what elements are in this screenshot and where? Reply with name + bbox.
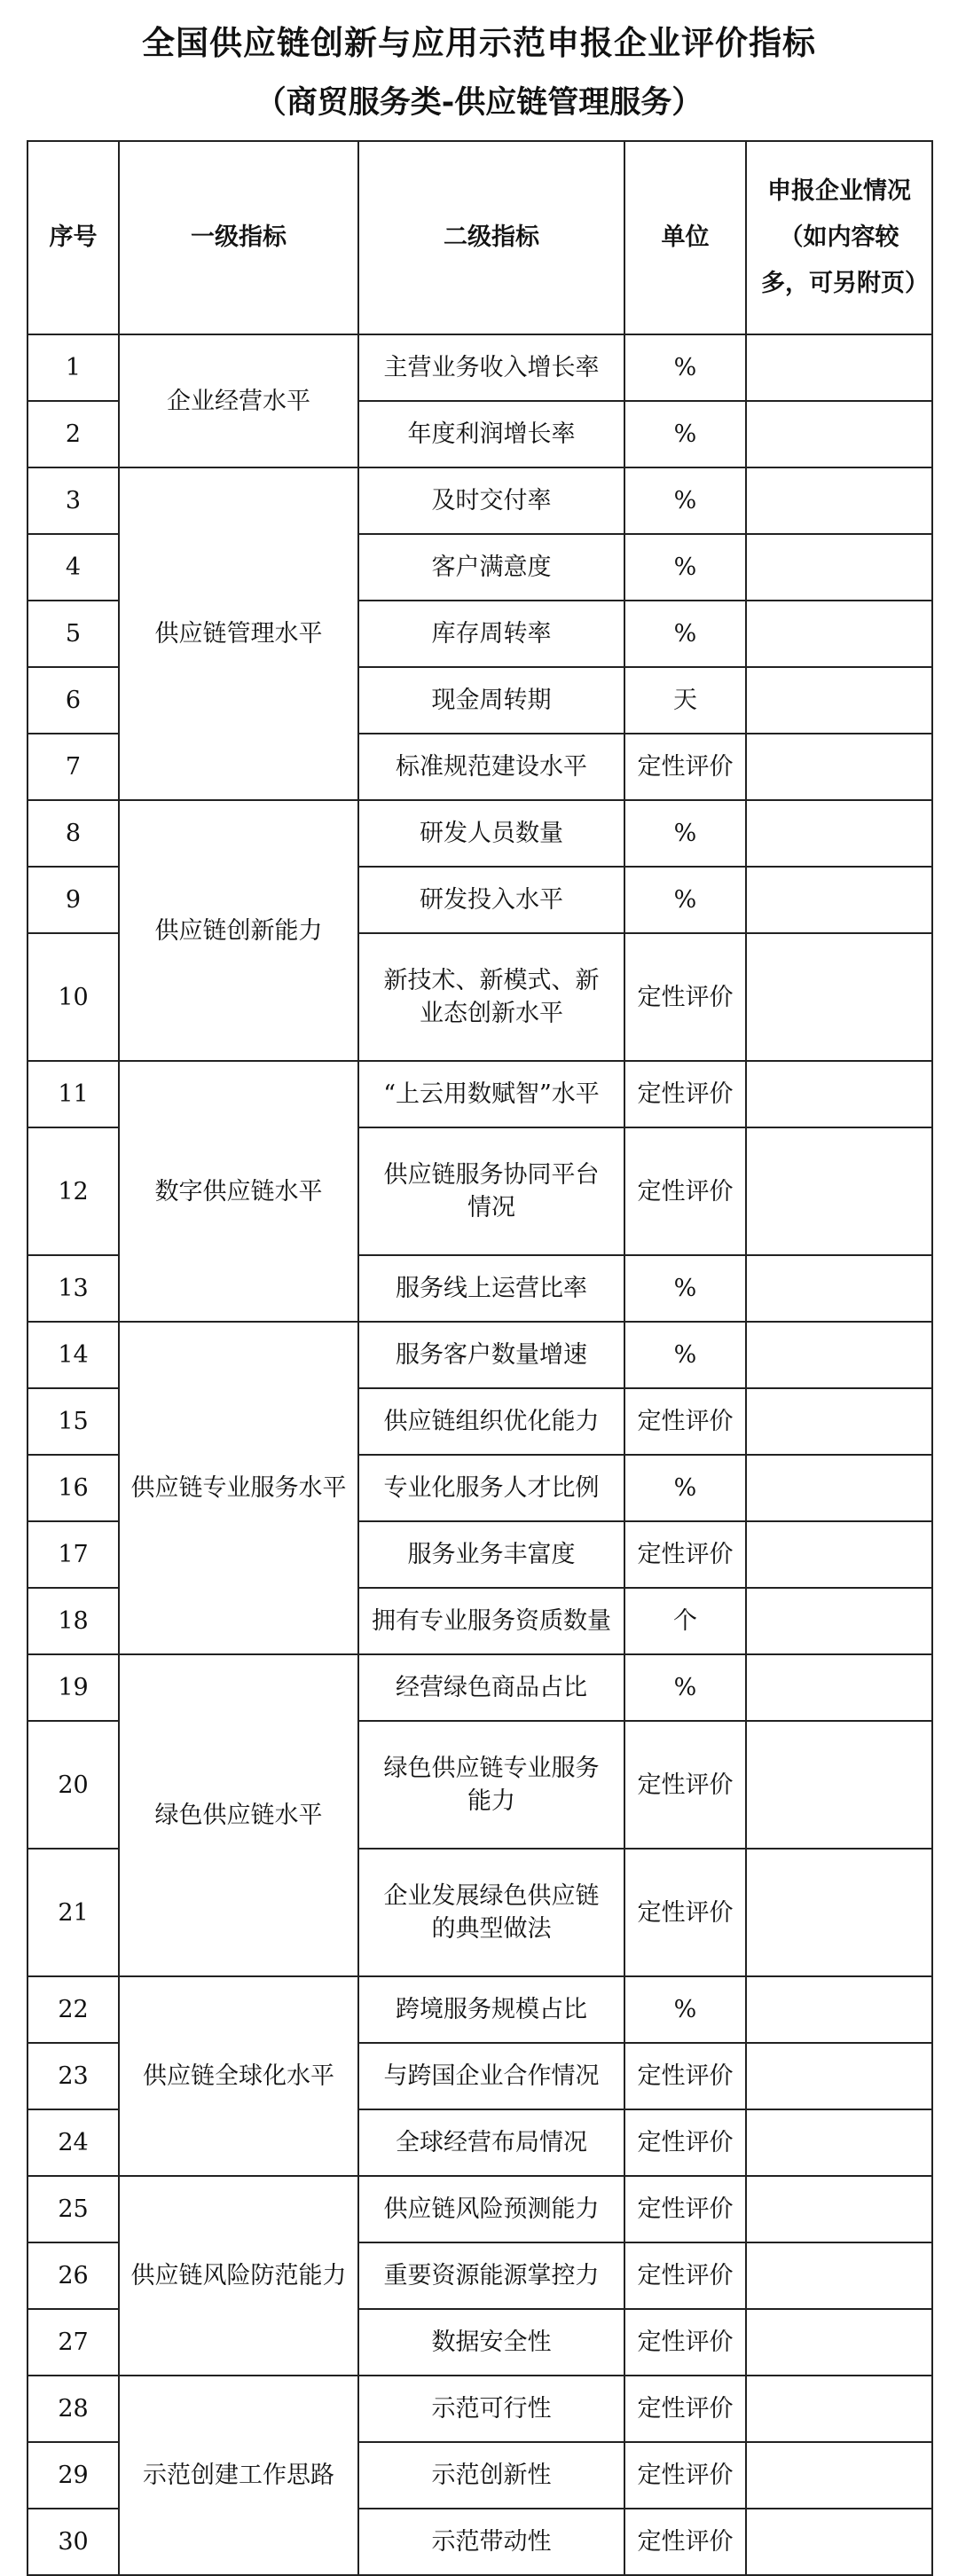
header-level2: 二级指标 xyxy=(358,141,624,334)
row-unit: 定性评价 xyxy=(624,2043,746,2109)
level2-indicator: 全球经营布局情况 xyxy=(358,2109,624,2176)
row-seq: 11 xyxy=(27,1061,119,1127)
row-seq: 30 xyxy=(27,2509,119,2575)
report-cell[interactable] xyxy=(746,1721,932,1849)
row-unit: 定性评价 xyxy=(624,1849,746,1976)
level2-indicator: 现金周转期 xyxy=(358,667,624,734)
level2-indicator: 研发人员数量 xyxy=(358,800,624,867)
report-cell[interactable] xyxy=(746,2376,932,2442)
report-cell[interactable] xyxy=(746,534,932,601)
level1-indicator: 供应链全球化水平 xyxy=(119,1976,358,2176)
row-unit: 定性评价 xyxy=(624,2509,746,2575)
row-unit: 定性评价 xyxy=(624,1127,746,1255)
row-unit: 定性评价 xyxy=(624,2309,746,2376)
level2-indicator: 数据安全性 xyxy=(358,2309,624,2376)
report-cell[interactable] xyxy=(746,1976,932,2043)
row-unit: 定性评价 xyxy=(624,1061,746,1127)
level1-indicator: 绿色供应链水平 xyxy=(119,1654,358,1976)
row-seq: 13 xyxy=(27,1255,119,1322)
level2-indicator: 拥有专业服务资质数量 xyxy=(358,1588,624,1654)
level2-indicator: 研发投入水平 xyxy=(358,867,624,933)
level2-indicator: 服务业务丰富度 xyxy=(358,1521,624,1588)
report-cell[interactable] xyxy=(746,1849,932,1976)
row-unit: 定性评价 xyxy=(624,2242,746,2309)
row-seq: 24 xyxy=(27,2109,119,2176)
report-cell[interactable] xyxy=(746,1255,932,1322)
row-seq: 22 xyxy=(27,1976,119,2043)
table-row xyxy=(27,1976,932,2043)
row-seq: 6 xyxy=(27,667,119,734)
row-unit: 定性评价 xyxy=(624,933,746,1061)
table-row xyxy=(27,1654,932,1721)
table-row xyxy=(27,467,932,534)
row-seq: 18 xyxy=(27,1588,119,1654)
level2-indicator: 年度利润增长率 xyxy=(358,401,624,467)
row-unit: 定性评价 xyxy=(624,2442,746,2509)
level2-indicator: 及时交付率 xyxy=(358,467,624,534)
level2-indicator: 示范创新性 xyxy=(358,2442,624,2509)
row-unit: % xyxy=(624,601,746,667)
report-cell[interactable] xyxy=(746,1654,932,1721)
row-unit: 定性评价 xyxy=(624,734,746,800)
level2-indicator: 服务线上运营比率 xyxy=(358,1255,624,1322)
report-cell[interactable] xyxy=(746,467,932,534)
row-unit: 个 xyxy=(624,1588,746,1654)
row-seq: 29 xyxy=(27,2442,119,2509)
row-unit: 定性评价 xyxy=(624,1388,746,1455)
level1-indicator: 供应链管理水平 xyxy=(119,467,358,800)
report-cell[interactable] xyxy=(746,2043,932,2109)
row-seq: 28 xyxy=(27,2376,119,2442)
report-cell[interactable] xyxy=(746,2309,932,2376)
level2-indicator: 供应链组织优化能力 xyxy=(358,1388,624,1455)
report-cell[interactable] xyxy=(746,933,932,1061)
table-row xyxy=(27,2176,932,2242)
row-unit: 定性评价 xyxy=(624,2176,746,2242)
level2-indicator: 绿色供应链专业服务能力 xyxy=(358,1721,624,1849)
row-seq: 27 xyxy=(27,2309,119,2376)
row-unit: % xyxy=(624,1654,746,1721)
level2-indicator: 示范可行性 xyxy=(358,2376,624,2442)
row-seq: 19 xyxy=(27,1654,119,1721)
level1-indicator: 数字供应链水平 xyxy=(119,1061,358,1322)
row-unit: 天 xyxy=(624,667,746,734)
report-cell[interactable] xyxy=(746,2242,932,2309)
level2-indicator: “上云用数赋智”水平 xyxy=(358,1061,624,1127)
level2-indicator: 主营业务收入增长率 xyxy=(358,334,624,401)
row-seq: 12 xyxy=(27,1127,119,1255)
header-unit: 单位 xyxy=(624,141,746,334)
level2-indicator: 专业化服务人才比例 xyxy=(358,1455,624,1521)
row-seq: 7 xyxy=(27,734,119,800)
level2-indicator: 供应链服务协同平台情况 xyxy=(358,1127,624,1255)
report-cell[interactable] xyxy=(746,601,932,667)
row-seq: 3 xyxy=(27,467,119,534)
row-seq: 10 xyxy=(27,933,119,1061)
row-unit: 定性评价 xyxy=(624,2376,746,2442)
row-unit: % xyxy=(624,401,746,467)
report-cell[interactable] xyxy=(746,2176,932,2242)
row-unit: % xyxy=(624,467,746,534)
row-seq: 16 xyxy=(27,1455,119,1521)
row-seq: 25 xyxy=(27,2176,119,2242)
level1-indicator: 供应链创新能力 xyxy=(119,800,358,1061)
row-unit: 定性评价 xyxy=(624,1721,746,1849)
report-cell[interactable] xyxy=(746,401,932,467)
report-cell[interactable] xyxy=(746,800,932,867)
report-cell[interactable] xyxy=(746,2509,932,2575)
row-unit: % xyxy=(624,1322,746,1388)
level2-indicator: 经营绿色商品占比 xyxy=(358,1654,624,1721)
report-cell[interactable] xyxy=(746,334,932,401)
level2-indicator: 跨境服务规模占比 xyxy=(358,1976,624,2043)
page-subtitle: （商贸服务类-供应链管理服务） xyxy=(255,85,703,121)
row-unit: % xyxy=(624,1255,746,1322)
report-cell[interactable] xyxy=(746,1127,932,1255)
header-report: 申报企业情况（如内容较多，可另附页） xyxy=(746,141,932,334)
table-row xyxy=(27,1322,932,1388)
row-unit: % xyxy=(624,867,746,933)
row-seq: 14 xyxy=(27,1322,119,1388)
table-row xyxy=(27,1061,932,1127)
row-seq: 15 xyxy=(27,1388,119,1455)
report-cell[interactable] xyxy=(746,1588,932,1654)
level2-indicator: 服务客户数量增速 xyxy=(358,1322,624,1388)
level2-indicator: 新技术、新模式、新业态创新水平 xyxy=(358,933,624,1061)
report-cell[interactable] xyxy=(746,2442,932,2509)
header-seq: 序号 xyxy=(27,141,119,334)
report-cell[interactable] xyxy=(746,1521,932,1588)
row-seq: 8 xyxy=(27,800,119,867)
level2-indicator: 供应链风险预测能力 xyxy=(358,2176,624,2242)
row-unit: % xyxy=(624,334,746,401)
level1-indicator: 企业经营水平 xyxy=(119,334,358,467)
level2-indicator: 与跨国企业合作情况 xyxy=(358,2043,624,2109)
row-seq: 20 xyxy=(27,1721,119,1849)
level1-indicator: 供应链专业服务水平 xyxy=(119,1322,358,1654)
row-seq: 4 xyxy=(27,534,119,601)
row-seq: 17 xyxy=(27,1521,119,1588)
row-unit: 定性评价 xyxy=(624,2109,746,2176)
row-seq: 5 xyxy=(27,601,119,667)
level2-indicator: 客户满意度 xyxy=(358,534,624,601)
report-cell[interactable] xyxy=(746,1388,932,1455)
level2-indicator: 标准规范建设水平 xyxy=(358,734,624,800)
row-seq: 21 xyxy=(27,1849,119,1976)
row-seq: 2 xyxy=(27,401,119,467)
row-seq: 26 xyxy=(27,2242,119,2309)
report-cell[interactable] xyxy=(746,867,932,933)
row-unit: % xyxy=(624,1976,746,2043)
level2-indicator: 重要资源能源掌控力 xyxy=(358,2242,624,2309)
row-seq: 9 xyxy=(27,867,119,933)
report-cell[interactable] xyxy=(746,667,932,734)
report-cell[interactable] xyxy=(746,1322,932,1388)
row-seq: 1 xyxy=(27,334,119,401)
level1-indicator: 示范创建工作思路 xyxy=(119,2376,358,2575)
report-cell[interactable] xyxy=(746,1455,932,1521)
level2-indicator: 企业发展绿色供应链的典型做法 xyxy=(358,1849,624,1976)
row-unit: 定性评价 xyxy=(624,1521,746,1588)
level2-indicator: 示范带动性 xyxy=(358,2509,624,2575)
row-unit: % xyxy=(624,534,746,601)
report-cell[interactable] xyxy=(746,1061,932,1127)
table-row xyxy=(27,2376,932,2442)
row-unit: % xyxy=(624,1455,746,1521)
header-level1: 一级指标 xyxy=(119,141,358,334)
table-row xyxy=(27,800,932,867)
row-unit: % xyxy=(624,800,746,867)
report-cell[interactable] xyxy=(746,2109,932,2176)
row-seq: 23 xyxy=(27,2043,119,2109)
page-title: 全国供应链创新与应用示范申报企业评价指标 xyxy=(142,24,816,62)
report-cell[interactable] xyxy=(746,734,932,800)
table-row xyxy=(27,334,932,401)
level1-indicator: 供应链风险防范能力 xyxy=(119,2176,358,2376)
level2-indicator: 库存周转率 xyxy=(358,601,624,667)
indicator-table xyxy=(27,140,933,2576)
